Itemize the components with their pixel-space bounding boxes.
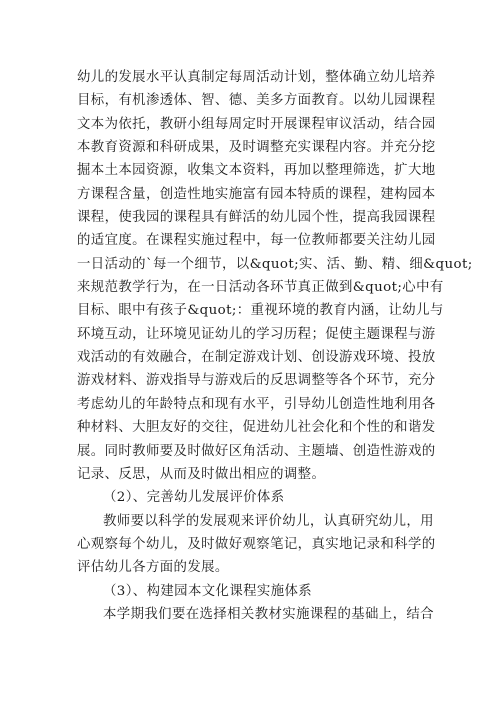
text-line: 戏活动的有效融合，在制定游戏计划、创设游戏环境、投放 [77, 350, 436, 366]
text-line: 评估幼儿各方面的发展。 [77, 560, 229, 576]
section-heading-culture-curriculum: （3）、构建园本文化课程实施体系 [103, 583, 313, 599]
text-line: 幼儿的发展水平认真制定每周活动计划，整体确立幼儿培养 [77, 70, 436, 85]
text-line: 本学期我们要在选择相关教材实施课程的基础上，结合 [103, 606, 434, 622]
text-line: 来规范教学行为，在一日活动各环节真正做到&quot;心中有 [77, 280, 444, 296]
text-line: 掘本土本园资源，收集文本资料，再加以整理筛选，扩大地 [77, 163, 436, 179]
text-line: 教师要以科学的发展观来评价幼儿，认真研究幼儿，用 [103, 513, 434, 529]
text-line: 本教育资源和科研成果，及时调整充实课程内容。并充分挖 [77, 140, 436, 156]
text-line: 文本为依托，教研小组每周定时开展课程审议活动，结合园 [77, 116, 436, 132]
text-line: 记录、反思，从而及时做出相应的调整。 [77, 466, 326, 482]
text-line: 方课程含量，创造性地实施富有园本特质的课程，建构园本 [77, 186, 436, 202]
text-line: 游戏材料、游戏指导与游戏后的反思调整等各个环节，充分 [77, 373, 436, 389]
text-line: 环境互动，让环境见证幼儿的学习历程；促使主题课程与游 [77, 326, 436, 342]
text-line: 课程，使我园的课程具有鲜活的幼儿园个性，提高我园课程 [77, 210, 436, 226]
text-line: 考虑幼儿的年龄特点和现有水平，引导幼儿创造性地利用各 [77, 396, 436, 412]
paragraph-curriculum-implementation [77, 66, 473, 486]
text-line: 展。同时教师要及时做好区角活动、主题墙、创造性游戏的 [77, 443, 436, 459]
text-line: 一日活动的`每一个细节，以&quot;实、活、勤、精、细&quot; [77, 256, 473, 272]
text-line: 目标，有机渗透体、智、德、美多方面教育。以幼儿园课程 [77, 93, 436, 109]
text-line: 种材料、大胆友好的交往，促进幼儿社会化和个性的和谐发 [77, 420, 436, 436]
text-line: 的适宜度。在课程实施过程中，每一位教师都要关注幼儿园 [77, 233, 436, 249]
section-heading-evaluation-system: （2）、完善幼儿发展评价体系 [103, 490, 285, 506]
paragraph-evaluation [77, 510, 436, 580]
document-body [77, 66, 473, 626]
text-line: 目标、眼中有孩子&quot;：重视环境的教育内涵，让幼儿与 [77, 303, 444, 319]
paragraph-culture-curriculum [77, 603, 434, 626]
text-line: 心观察每个幼儿，及时做好观察笔记，真实地记录和科学的 [77, 536, 436, 552]
